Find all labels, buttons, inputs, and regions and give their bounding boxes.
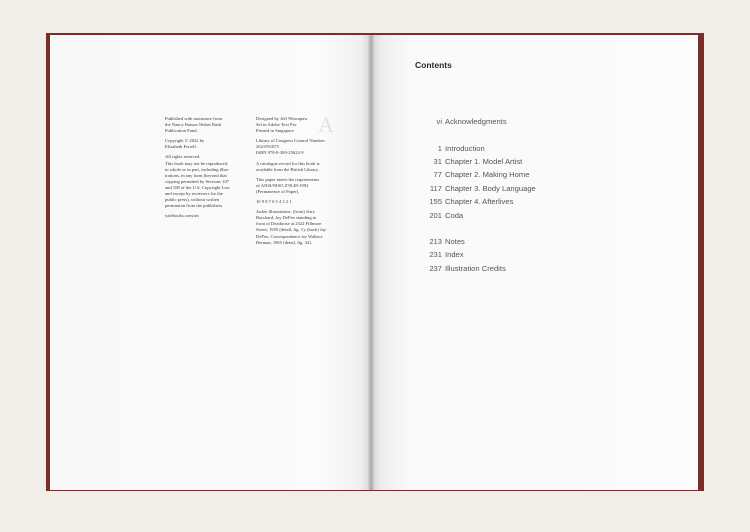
- toc-title: Coda: [445, 211, 464, 220]
- toc-title: Index: [445, 250, 464, 259]
- left-page: [50, 35, 370, 490]
- toc-page-number: 31: [433, 157, 442, 166]
- contents-heading: Contents: [415, 60, 452, 70]
- toc-page-number: 77: [433, 170, 442, 179]
- toc-page-number: 155: [429, 197, 442, 206]
- toc-page-number: vi: [436, 117, 442, 126]
- toc-page-number: 237: [429, 264, 442, 273]
- show-through-mark: A: [318, 112, 334, 137]
- paper-permanence-note: This paper meets the requirements of ANSI/NISO Z39.48-1992 (Permanence of Paper).: [256, 176, 320, 194]
- toc-title: Acknowledgments: [445, 117, 507, 126]
- toc-page-number: 201: [429, 211, 442, 220]
- toc-page-number: 231: [429, 250, 442, 259]
- toc-entry: [412, 250, 612, 260]
- toc-page-number: 1: [437, 144, 442, 153]
- toc-page-number: 117: [429, 184, 442, 193]
- jacket-credits: Jacket illustrations: (front) Jerry Burchard, Jay DeFeo standing in front of Deathrose at 2322 Fillmore Street, 1959 (detail, fig. 1); (back) Jay DeFeo, Correspondence for Wallace Berman, 1965 (detail, fig. 34).: [256, 209, 327, 245]
- toc-title: Notes: [445, 237, 465, 246]
- rights-statement: All rights reserved. This book may not be reproduced, in whole or in part, including illus- trations, in any form (beyond that copying permitted by Sections 107 and 108 of the U.S. Copyright Law and except by reviewers for the public press), without written permission from the publishers.: [165, 154, 230, 209]
- toc-entry: [412, 237, 612, 247]
- publication-fund-note: Published with assistance from the Nancy Batson Nisbet Rash Publication Fund.: [165, 116, 223, 134]
- printing-line: 10 9 8 7 6 5 4 3 2 1: [256, 199, 292, 205]
- toc-title: Chapter 4. Afterlives: [445, 197, 514, 206]
- toc-entry: [412, 117, 612, 127]
- toc-entry: [412, 264, 612, 274]
- book-gutter: [368, 35, 374, 490]
- toc-title: Chapter 3. Body Language: [445, 184, 536, 193]
- toc-page-number: 213: [429, 237, 442, 246]
- toc-entry: [412, 197, 612, 207]
- right-page: [372, 35, 698, 490]
- copyright-column-1: [165, 116, 245, 223]
- toc-title: Chapter 2. Making Home: [445, 170, 530, 179]
- copyright-column-2: [256, 116, 336, 250]
- british-library-note: A catalogue record for this book is available from the British Library.: [256, 160, 320, 172]
- toc-title: Introduction: [445, 144, 485, 153]
- toc-title: Chapter 1. Model Artist: [445, 157, 523, 166]
- copyright-line: Copyright © 2022 by Elizabeth Ferrell.: [165, 138, 205, 150]
- toc-title: Illustration Credits: [445, 264, 506, 273]
- toc-entry: [412, 184, 612, 194]
- toc-entry: [412, 170, 612, 180]
- toc-entry: [412, 144, 612, 154]
- loc-number: Library of Congress Control Number: 2021951875 ISBN 978-0-300-25622-9: [256, 138, 326, 156]
- toc-entry: [412, 211, 612, 221]
- design-credits: Designed by Jeff Wincapaw Set in Adobe Text Pro Printed in Singapore: [256, 116, 308, 134]
- publisher-url: yalebooks.com/art: [165, 213, 199, 219]
- toc-entry: [412, 157, 612, 167]
